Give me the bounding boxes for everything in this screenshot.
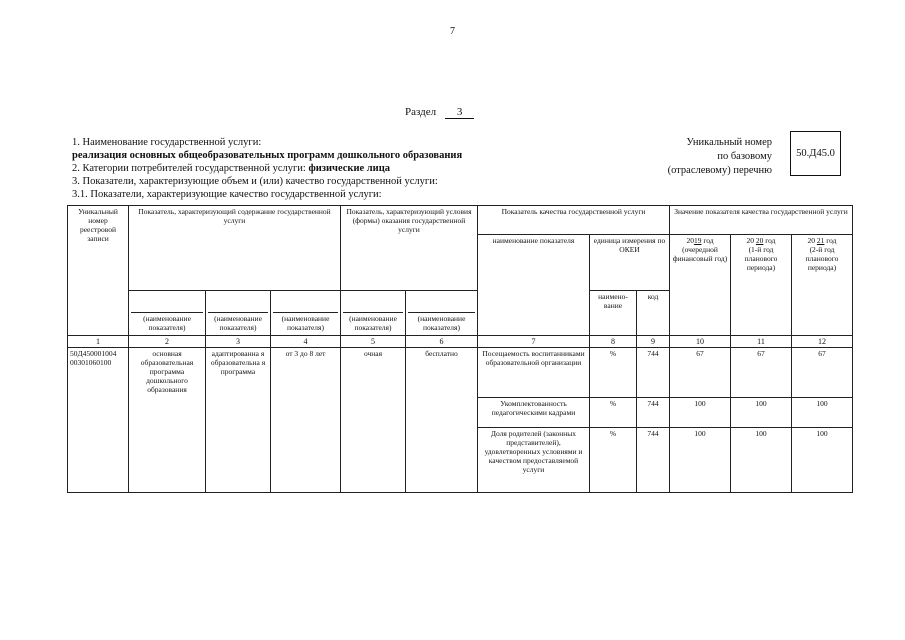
indicator-value-3: 67 <box>792 348 853 398</box>
header-year-2-desc: (1-й год планового периода) <box>744 245 778 272</box>
header-registry: Уникальный номер реестровой записи <box>68 206 129 336</box>
indicator-value-1: 67 <box>670 348 731 398</box>
header-quality: Показатель качества государственной услуги <box>478 206 670 235</box>
col-num: 2 <box>129 336 206 348</box>
indicator-unit: % <box>590 398 637 428</box>
indicators-heading: 3. Показатели, характеризующие объем и (или) качество государственной услуги: <box>72 176 438 187</box>
indicator-unit: % <box>590 348 637 398</box>
header-content: Показатель, характеризующий содержание государственной услуги <box>129 206 341 291</box>
unique-number-line3: (отраслевому) перечню <box>667 165 772 176</box>
unique-number-label <box>668 136 772 178</box>
indicator-code: 744 <box>637 348 670 398</box>
col-num: 10 <box>670 336 731 348</box>
sub-name-5: (наименование показателя) <box>406 291 478 336</box>
indicator-name: Посещаемость воспитанниками образовательной организации <box>478 348 590 398</box>
service-name-label: 1. Наименование государственной услуги: <box>72 137 262 148</box>
quality-indicators-table <box>67 205 853 493</box>
consumer-category-label: 2. Категории потребителей государственной услуги: <box>72 163 306 174</box>
section-heading <box>405 106 474 119</box>
col-num: 1 <box>68 336 129 348</box>
content-indicator-1: основная образовательная программа дошкольного образования <box>129 348 206 493</box>
indicator-value-2: 67 <box>731 348 792 398</box>
header-conditions: Показатель, характеризующий условия (формы) оказания государственной услуги <box>341 206 478 291</box>
header-value: Значение показателя качества государственной услуги <box>670 206 853 235</box>
col-num: 9 <box>637 336 670 348</box>
condition-indicator-2: бесплатно <box>406 348 478 493</box>
indicator-value-3: 100 <box>792 398 853 428</box>
indicator-value-3: 100 <box>792 428 853 493</box>
sub-name-3: (наименование показателя) <box>271 291 341 336</box>
base-list-code-box <box>790 131 841 176</box>
unique-number-line2: по базовому <box>717 151 772 162</box>
header-year-1: 2019 год (очередной финансовый год) <box>670 235 731 336</box>
unit-name-header: наимено-вание <box>590 291 637 336</box>
unit-code-header: код <box>637 291 670 336</box>
header-indicator-name: наименование показателя <box>478 235 590 336</box>
sub-name-1: (наименование показателя) <box>129 291 206 336</box>
base-list-code: 50.Д45.0 <box>796 148 835 159</box>
indicator-code: 744 <box>637 398 670 428</box>
header-year-3-desc: (2-й год планового периода) <box>805 245 839 272</box>
col-num: 3 <box>206 336 271 348</box>
page-number: 7 <box>450 26 455 37</box>
header-year-3: 20 21 год (2-й год планового периода) <box>792 235 853 336</box>
indicator-name: Укомплектованность педагогическими кадрами <box>478 398 590 428</box>
col-num: 6 <box>406 336 478 348</box>
service-name-value: реализация основных общеобразовательных программ дошкольного образования <box>72 150 463 161</box>
content-indicator-2: адаптированна я образовательна я программа <box>206 348 271 493</box>
col-num: 12 <box>792 336 853 348</box>
indicator-value-1: 100 <box>670 398 731 428</box>
unique-number-line1: Уникальный номер <box>686 137 772 148</box>
sub-name-4: (наименование показателя) <box>341 291 406 336</box>
section-label: Раздел <box>405 106 437 118</box>
col-num: 11 <box>731 336 792 348</box>
col-num: 7 <box>478 336 590 348</box>
indicator-value-2: 100 <box>731 398 792 428</box>
consumer-category-value: физические лица <box>308 163 391 174</box>
content-indicator-3: от 3 до 8 лет <box>271 348 341 493</box>
section-number: 3 <box>445 106 475 119</box>
col-num: 8 <box>590 336 637 348</box>
header-year-2: 20 20 год (1-й год планового периода) <box>731 235 792 336</box>
condition-indicator-1: очная <box>341 348 406 493</box>
registry-number: 50Д450001004 00301060100 <box>68 348 129 493</box>
indicator-value-1: 100 <box>670 428 731 493</box>
col-num: 5 <box>341 336 406 348</box>
col-num: 4 <box>271 336 341 348</box>
indicator-value-2: 100 <box>731 428 792 493</box>
indicator-unit: % <box>590 428 637 493</box>
indicator-code: 744 <box>637 428 670 493</box>
sub-name-2: (наименование показателя) <box>206 291 271 336</box>
header-year-1-desc: (очередной финансовый год) <box>672 245 728 263</box>
consumer-category-line <box>72 163 390 174</box>
quality-indicators-heading: 3.1. Показатели, характеризующие качество государственной услуги: <box>72 189 382 200</box>
header-unit: единица измерения по ОКЕИ <box>590 235 670 291</box>
indicator-name: Доля родителей (законных представителей), удовлетворенных условиями и качеством предоставляемой услуги <box>478 428 590 493</box>
